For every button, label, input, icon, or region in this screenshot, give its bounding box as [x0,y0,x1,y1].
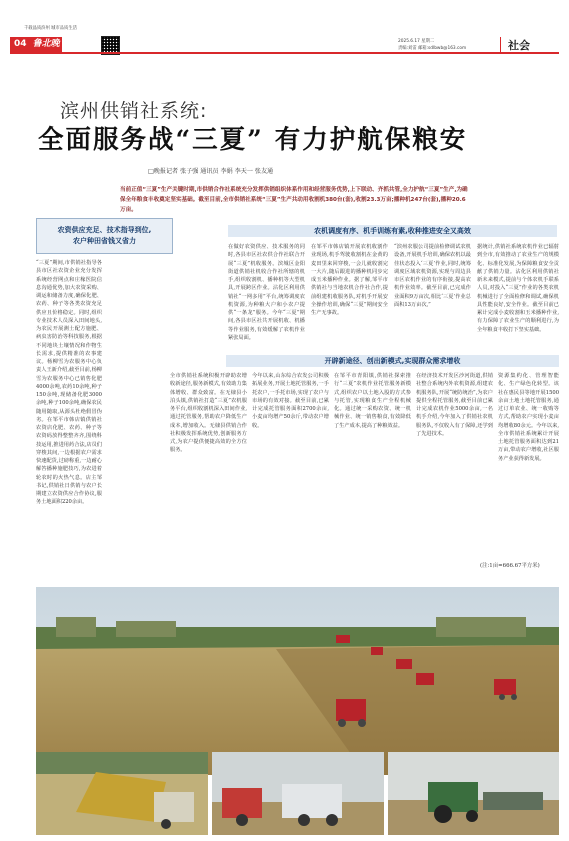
bottom-column-5-text: 资源集约化、管理智能化、生产绿色化转型。该社在惠民县等地开展1500余亩土地土地托管服务,通过订单农业、统一收购等方式,帮助农户实现小麦亩均增收80余元。今年以来,全市供销社系统累计开展土地托管服务面积达到21万亩,带动农户增收,社区服务产业获得新发展。 [498,373,559,462]
left-column-2 [107,259,173,599]
headline-main: 全面服务战“三夏” 有力护航保粮安 [38,125,468,155]
masthead-divider [500,37,501,52]
bottom-column-4 [416,372,493,572]
bottom-column-3 [334,372,411,572]
left-subhead-box [36,218,173,254]
editor-line: 责编:刘雷 邮箱:sdlbwb@163.com [398,46,467,51]
bottom-subhead [226,355,559,367]
mid-column-4 [477,243,559,351]
unit-note: (注:1亩=666.67平方米) [480,563,540,569]
byline: □晚报记者 张子强 通讯员 李娟 李天一 张友通 [148,168,274,175]
mid-column-2-text: 在邹平市韩店镇开展农机收割作业现场,机手驾驶收割机在金黄的麦田里来回穿梭,一会儿就收割完一大片,随后跟进的播种机同步完成玉米播种作业。据了解,邹平市供销社与当地农机合作社合作,提前组建机收服务队,对机手开展安全操作培训,确保“三夏”期间安全生产无事故。 [311,244,388,316]
left-column-text: “三夏”期间,市供销社指导各县市区社农资企业充分发挥系统经营网点和庄稼医院信息沟通优势,加大农资采购、调运和储备力度,确保化肥、农药、种子等各类农资充足供应且价格稳定。同时,组织专业技术人员深入田间地头,为农民开展测土配方施肥、病虫害防治等科技服务,根据不同地块土壤情况和作物生长需求,提供精准的农事建议。杨柳雪为农服务中心负责人王新介绍,截至目前,杨柳雪为农服务中心已销售化肥4000余吨,农药10余吨,种子150余吨,现储备化肥3000余吨,种子100余吨,确保农民随用随取,从源头杜绝假冒伪劣。在邹平市韩店镇供销社农资店化肥、农药、种子等农资码放得整整齐齐,围绕科技运用,推进用药合法,店员们穿梭其间,一边根据农户需求快速配货,过磅称重,一边耐心解答播种施肥技巧,为农进着轮农时的火热气息。店主邹书记,供销社日供销与农户长期建立农资供应合作协议,服务土地面积220余亩。 [36,260,102,506]
bottom-column-2-text: 今年以来,山东综合农发公司积极拓展业务,开展土地托管服务,一手托农户,一手托市场,实现了农户与市场的有效对接。截至目前,已累计完成托管服务面积2700余亩,小麦亩均增产50余斤,带动农户增收。 [252,373,329,429]
bottom-column-1-text: 全市供销社系统积极开辟助农增收新途径,服务新模式,有效助力集体增收、群众致富。在无棣县小泊头镇,供销社打造“三夏”农机服务平台,组织收割机深入田间作业,通过托管服务,帮助农户降低生产成本,增加收入。无棣县供销合作社积极发挥系统优势,创新服务方式,为农户提供便捷高效的全方位服务。 [170,373,247,454]
section-label: 社会 [508,39,530,52]
lead-paragraph: 当前正值“三夏”生产关键时期,市供销合作社系统充分发挥供销组织体系作用和经营服务优势,上下联动、齐抓共管,全力护航“三夏”生产,为确保全年粮食丰收奠定坚实基础。截至目前,全市供销社系统“三夏”生产共动用收割机380台(套),收割23.3万亩;播种机247台(套),播种20.6万亩。 [120,187,468,213]
mid-subhead [228,225,557,237]
bottom-subhead-text: 开辟新途径、创出新模式,实现群众需求增收 [324,357,461,365]
issue-date: 2025.6.17 星期二 [398,39,435,44]
left-column-1 [36,259,102,599]
masthead-rule [10,52,559,54]
bottom-column-1 [170,372,247,572]
bottom-column-3-text: 在邹平市青阳镇,供销社探索推行“三夏”农机作业托管服务新模式,组织农户以土地入股的方式参与托管,实现粮食生产全程机械化。通过统一采购农资、统一机械作业、统一销售粮食,有效降低了生产成本,提高了种粮效益。 [334,373,411,429]
tractor-truck-photo [212,752,384,835]
headline-kicker: 滨州供销社系统: [60,100,208,122]
page-number: 04 [14,39,27,49]
mid-column-2 [311,243,388,351]
mid-column-4-text: 据统计,供销社系统农机作业已辐射到全市,有效推动了农业生产的规模化、标准化发展,为保障粮食安全贡献了供销力量。沾化区利用供销社新未来模式,提前与个体农机手联系人员,对投入“三夏”作业的各类农机机械进行了全面检修和调试,确保机具性能良好,安全作业。截至目前已累计完成小麦收割和玉米播种作业,有力保障了农业生产的顺利进行,为全年粮食丰收打下坚实基础。 [477,244,559,333]
grain-truck-photo [36,752,208,835]
mid-column-3 [394,243,471,351]
harvest-field-photo [36,587,559,775]
bottom-column-5 [498,372,559,560]
bottom-column-2 [252,372,329,572]
left-subhead-line1: 农资供应充足、技术指导到位, [57,226,152,234]
page-number-box [10,37,62,64]
mid-column-1 [228,243,305,351]
bottom-column-4-text: 在经济技术开发区沙河街道,供销社整合系统内外农机资源,组建农机服务队,开展“统防统治”,为农户提供全程托管服务,截至目前已累计完成农机作业5000余亩,一名机手介绍,今年加入了供销社农机服务队,不仅收入有了保障,还学到了先进技术。 [416,373,493,437]
paper-name: 鲁北晚报 [10,39,60,64]
planter-photo [388,752,559,835]
left-subhead-line2: 农户种田省钱又省力 [73,237,136,245]
masthead-slogan: 千载晶质滨州 城市品质生活 [24,26,77,31]
mid-subhead-text: 农机调度有序、机手训练有素,收种推进安全又高效 [314,227,471,235]
mid-column-1-text: 在做好农资供应、技术服务的同时,各县市区社农供合作社联合开展“三夏”机收服务。滨城区金阳街道供销社机收合作社所辖的机手,组织收割机、播种机等大型机具,开展跨区作业。沾化区利用供销社“一网多用”平台,统筹调度农机资源,为种粮大户和小农户提供“一条龙”服务。今年“三夏”期间,各县市区社共开展机收、机播等作业服务,有效缓解了农机作业紧张局面。 [228,244,305,341]
mid-column-3-text: “滨州农服公司提前检修调试农机设备,开展机手培训,确保农机以最佳状态投入‘三夏’作业,同时,统筹调度区域农机资源,实现与周边县市区农机作业的有序衔接,提高农机作业效率。截至目前,已完成作业面积9万亩次,相比‘三夏’作业总面积13万亩次,” [394,244,471,308]
